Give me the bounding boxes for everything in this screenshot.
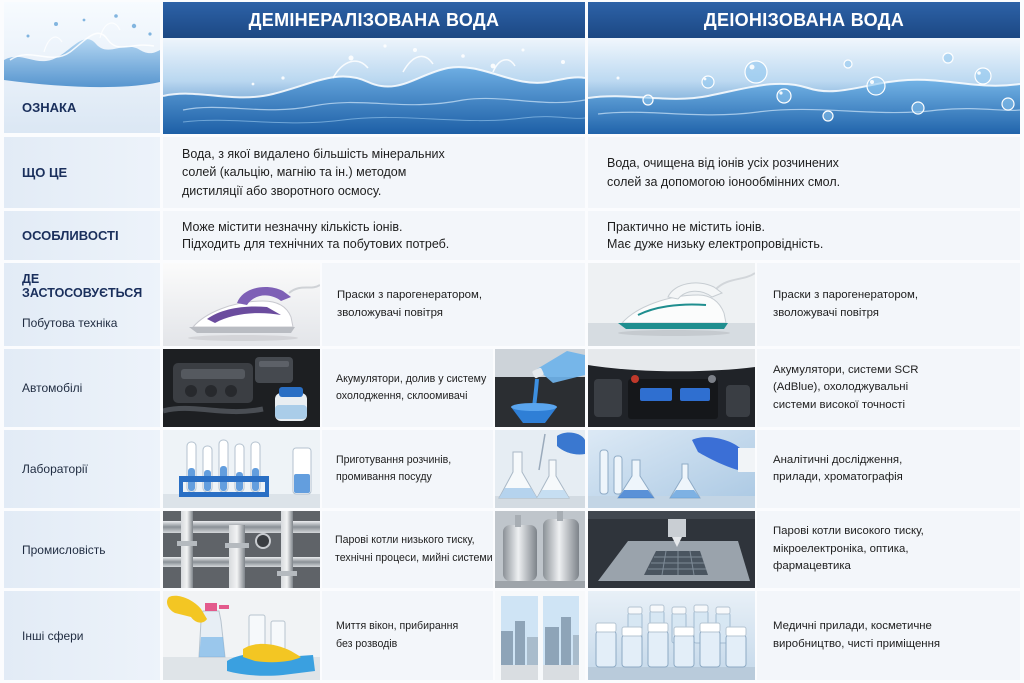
deionized-labs-cell bbox=[757, 430, 1020, 508]
water-wave-image bbox=[163, 38, 585, 134]
deionized-what-cell bbox=[588, 137, 1020, 208]
demineralized-industry-text: Парові котли низького тиску, технічні процеси, мийні системи bbox=[335, 534, 493, 564]
medical-vials-image bbox=[588, 591, 755, 680]
demineralized-other-text: Миття вікон, прибирання без розводів bbox=[336, 620, 459, 650]
demineralized-labs-cell bbox=[322, 430, 493, 508]
microelectronics-machine-image bbox=[588, 511, 755, 588]
deionized-industry-cell bbox=[757, 511, 1020, 588]
deionized-labs-image bbox=[588, 430, 755, 508]
demineralized-cars-image bbox=[163, 349, 320, 427]
demineralized-water-banner bbox=[163, 38, 585, 134]
row-label-what bbox=[4, 137, 160, 208]
demineralized-what-cell bbox=[163, 137, 585, 208]
deionized-household-image bbox=[588, 263, 755, 346]
deionized-water-banner bbox=[588, 38, 1020, 134]
deionized-household-text: Праски з парогенератором, зволожувачі повітря bbox=[773, 289, 918, 319]
clean-window-image bbox=[495, 591, 585, 680]
row-label-labs bbox=[4, 430, 160, 508]
row-label-features bbox=[4, 211, 160, 260]
demineralized-household-image bbox=[163, 263, 320, 346]
row-label-other bbox=[4, 591, 160, 680]
deionized-other-text: Медичні прилади, косметичне виробництво, чисті приміщення bbox=[773, 620, 941, 650]
analytical-lab-image bbox=[588, 430, 755, 508]
steel-tanks-image bbox=[495, 511, 585, 588]
demineralized-what-text: Вода, з якої видалено більшість мінеральних солей (кальцію, магнію та ін.) методом дистиляції або зворотного осмосу. bbox=[182, 146, 445, 198]
coolant-pouring-image bbox=[495, 349, 585, 427]
row-label-labs-text: Лабораторії bbox=[22, 462, 88, 476]
demineralized-cars-image-2 bbox=[495, 349, 585, 427]
demineralized-labs-text: Приготування розчинів, промивання посуду bbox=[336, 453, 452, 483]
row-label-household bbox=[4, 263, 160, 346]
steam-iron-teal-image bbox=[588, 263, 755, 346]
deionized-other-image bbox=[588, 591, 755, 680]
applications-title: ДЕ ЗАСТОСОВУЄТЬСЯ bbox=[22, 272, 143, 300]
demineralized-industry-image-2 bbox=[495, 511, 585, 588]
deionized-labs-text: Аналітичні дослідження, прилади, хроматографія bbox=[773, 453, 903, 483]
row-label-household-text: Побутова техніка bbox=[22, 316, 118, 330]
deionized-industry-image bbox=[588, 511, 755, 588]
demineralized-industry-cell bbox=[322, 511, 493, 588]
cleaning-gloves-image bbox=[163, 591, 320, 680]
water-bubbles-image bbox=[588, 38, 1020, 134]
deionized-column-title: ДЕІОНІЗОВАНА ВОДА bbox=[588, 2, 1020, 38]
lab-flasks-image bbox=[495, 430, 585, 508]
test-tube-rack-image bbox=[163, 430, 320, 508]
row-label-industry bbox=[4, 511, 160, 588]
row-label-other-text: Інші сфери bbox=[22, 628, 84, 643]
demineralized-features-cell bbox=[163, 211, 585, 260]
feature-column-title: ОЗНАКА bbox=[22, 100, 77, 115]
deionized-features-text: Практично не містить іонів. Має дуже низьку електропровідність. bbox=[607, 219, 824, 251]
demineralized-cars-text: Акумулятори, долив у систему охолодження, склоомивачі bbox=[336, 372, 487, 402]
deionized-cars-image bbox=[588, 349, 755, 427]
row-label-cars-text: Автомобілі bbox=[22, 381, 83, 395]
demineralized-column-title: ДЕМІНЕРАЛІЗОВАНА ВОДА bbox=[163, 2, 585, 38]
deionized-industry-text: Парові котли високого тиску, мікроелектроніка, оптика, фармацевтика bbox=[773, 525, 924, 573]
row-label-industry-text: Промисловість bbox=[22, 542, 106, 557]
car-engine-image bbox=[163, 349, 320, 427]
demineralized-other-cell bbox=[322, 591, 493, 680]
demineralized-other-image bbox=[163, 591, 320, 680]
demineralized-industry-image bbox=[163, 511, 320, 588]
demineralized-other-image-2 bbox=[495, 591, 585, 680]
deionized-what-text: Вода, очищена від іонів усіх розчинених солей за допомогою іонообмінних смол. bbox=[607, 156, 841, 189]
demineralized-household-cell bbox=[322, 263, 585, 346]
deionized-cars-text: Акумулятори, системи SCR (AdBlue), охолоджувальні системи високої точності bbox=[773, 363, 919, 411]
car-battery-image bbox=[588, 349, 755, 427]
deionized-cars-cell bbox=[757, 349, 1020, 427]
demineralized-cars-cell bbox=[322, 349, 493, 427]
deionized-features-cell bbox=[588, 211, 1020, 260]
industrial-pipes-image bbox=[163, 511, 320, 588]
feature-header-cell bbox=[4, 2, 160, 133]
steam-iron-purple-image bbox=[163, 263, 320, 346]
deionized-other-cell bbox=[757, 591, 1020, 680]
demineralized-household-text: Праски з парогенератором, зволожувачі повітря bbox=[337, 289, 482, 319]
row-label-what-text: ЩО ЦЕ bbox=[22, 165, 68, 180]
demineralized-features-text: Може містити незначну кількість іонів. Підходить для технічних та побутових потреб. bbox=[182, 219, 450, 251]
row-label-features-text: ОСОБЛИВОСТІ bbox=[22, 228, 119, 243]
deionized-household-cell bbox=[757, 263, 1020, 346]
demineralized-labs-image bbox=[163, 430, 320, 508]
row-label-cars bbox=[4, 349, 160, 427]
demineralized-labs-image-2 bbox=[495, 430, 585, 508]
